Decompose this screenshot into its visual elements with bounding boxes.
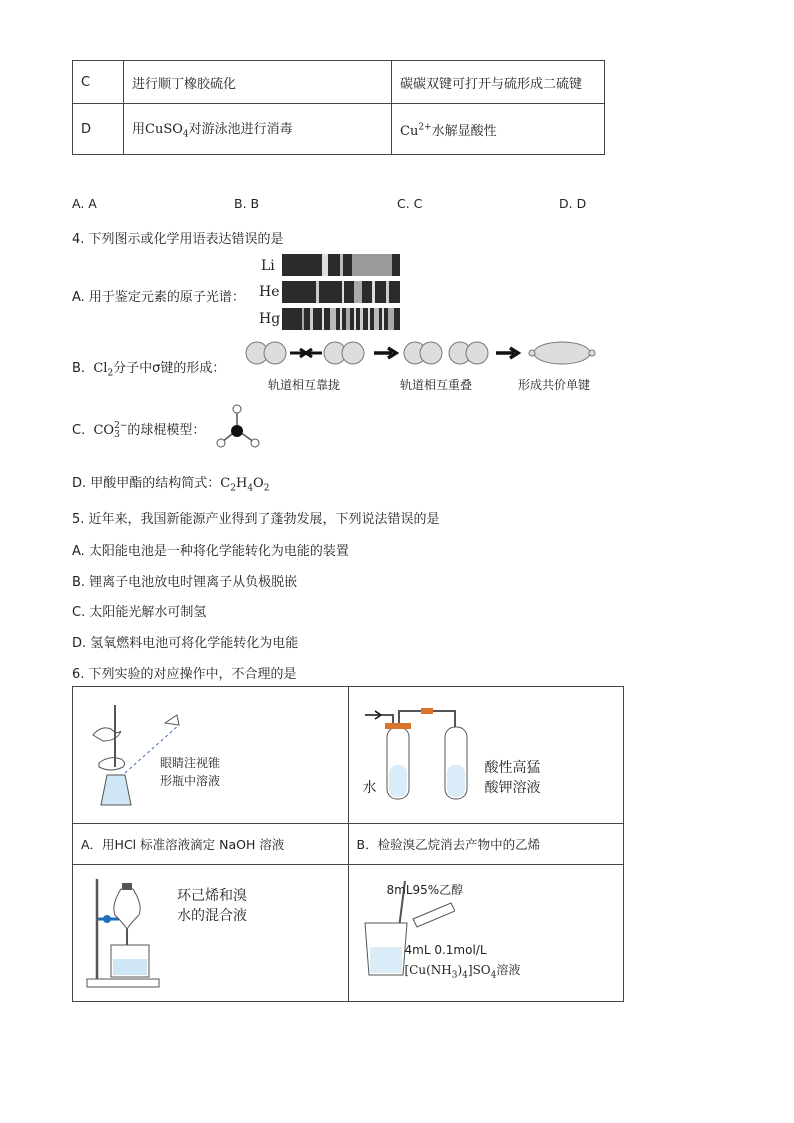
q4-option-b[interactable] (72, 357, 225, 379)
superscript: 2− (114, 420, 128, 431)
text: O (253, 476, 264, 491)
caption-single-bond: 形成共价单键 (518, 378, 591, 392)
subscript: 2 (263, 483, 270, 494)
mixture-line-2: 水的混合液 (177, 908, 247, 924)
table-row (73, 824, 624, 865)
text: 用 (132, 122, 146, 138)
row-operation: 进行顺丁橡胶硫化 (124, 61, 392, 104)
text: C. (72, 423, 86, 438)
subscript: 4 (462, 970, 468, 981)
caption-a: A．用HCl 标准溶液滴定 NaOH 溶液 (81, 837, 285, 852)
q5-option-d[interactable]: D. 氢氧燃料电池可将化学能转化为电能 (72, 636, 299, 651)
table-row (73, 865, 624, 1002)
q4-option-c[interactable] (72, 419, 205, 440)
text: 对游泳池进行消毒 (188, 122, 293, 138)
q6-stem: 6. 下列实验的对应操作中，不合理的是 (72, 667, 297, 682)
caption-overlap: 轨道相互重叠 (400, 378, 473, 392)
row-operation (124, 104, 392, 155)
water-label: 水 (362, 780, 377, 796)
spectrum-label-he: He (259, 284, 280, 300)
cell-d-figure (348, 865, 624, 1002)
text: CuSO (145, 122, 183, 138)
text: 的球棍模型： (127, 423, 206, 438)
caption-cell-a (73, 824, 349, 865)
text: CO (93, 423, 115, 438)
note-line-2: 形瓶中溶液 (160, 774, 221, 788)
atomic-spectra-image (282, 254, 400, 332)
ethanol-label: 8mL95%乙醇 (386, 883, 464, 897)
q4-stem: 4. 下列图示或化学用语表达错误的是 (72, 232, 284, 247)
cell-b-figure (348, 687, 624, 824)
text: 水解显酸性 (431, 123, 497, 139)
spectrum-label-hg: Hg (259, 311, 281, 327)
text: 溶液 (496, 963, 521, 977)
separatory-funnel-figure (79, 875, 179, 990)
subscript: 4 (247, 483, 254, 494)
option-d[interactable]: D. D (559, 196, 587, 211)
note-line-1: 眼睛注视锥 (160, 756, 221, 770)
reagent-line-1: 酸性高猛 (484, 760, 541, 776)
caption-b: B．检验溴乙烷消去产物中的乙烯 (356, 837, 541, 852)
subscript: 3 (114, 429, 120, 440)
subscript: 2 (230, 483, 236, 494)
table-row (73, 104, 605, 155)
option-c[interactable]: C. C (397, 196, 423, 211)
text: 分子中σ键的形成： (113, 361, 226, 376)
option-a[interactable]: A. A (72, 196, 97, 211)
text: ) (457, 963, 463, 977)
subscript: 4 (490, 970, 497, 981)
formula (93, 420, 128, 440)
option-b[interactable]: B. B (234, 196, 260, 211)
text: Cl (93, 361, 108, 376)
subscript: 3 (451, 970, 458, 981)
q5-stem: 5. 近年来，我国新能源产业得到了蓬勃发展，下列说法错误的是 (72, 512, 440, 527)
text: ]SO (467, 963, 491, 977)
spectrum-label-li: Li (261, 258, 275, 274)
formula (93, 361, 114, 379)
table-row (73, 687, 624, 824)
q4-option-d[interactable] (72, 472, 269, 494)
table-row (73, 61, 605, 104)
text: [Cu(NH (404, 963, 452, 977)
cell-c-figure (73, 865, 349, 1002)
subscript: 2 (107, 368, 114, 379)
q6-table (72, 686, 624, 1002)
row-reason: 碳碳双键可打开与硫形成二硫键 (392, 61, 605, 104)
q4-option-a[interactable]: A. 用于鉴定元素的原子光谱： (72, 290, 245, 305)
text: C (220, 476, 231, 491)
ion (400, 124, 432, 139)
text: B. (72, 361, 86, 376)
answer-table (72, 60, 605, 155)
text: H (235, 476, 248, 491)
reagent-line-2: 酸钾溶液 (484, 780, 541, 796)
q3-options (0, 196, 794, 214)
sigma-bond-diagram (240, 337, 600, 371)
formula (145, 122, 189, 140)
ball-stick-model-icon (215, 403, 265, 449)
formula (220, 476, 270, 494)
caption-cell-b (348, 824, 624, 865)
q5-option-b[interactable]: B. 锂离子电池放电时锂离子从负极脱嵌 (72, 575, 298, 590)
complex-label (405, 961, 521, 980)
text: Cu (400, 123, 419, 139)
q5-option-c[interactable]: C. 太阳能光解水可制氢 (72, 605, 207, 620)
row-reason (392, 104, 605, 155)
q5-option-a[interactable]: A. 太阳能电池是一种将化学能转化为电能的装置 (72, 544, 349, 559)
caption-approach: 轨道相互靠拢 (268, 378, 341, 392)
subscript: 4 (182, 129, 189, 140)
cell-a-figure (73, 687, 349, 824)
mixture-line-1: 环己烯和溴 (177, 888, 247, 904)
concentration-label: 4mL 0.1mol/L (404, 943, 487, 957)
text: D. 甲酸甲酯的结构简式： (72, 476, 221, 491)
row-letter: C (73, 61, 124, 104)
row-letter: D (73, 104, 124, 155)
superscript: 2+ (418, 122, 432, 133)
